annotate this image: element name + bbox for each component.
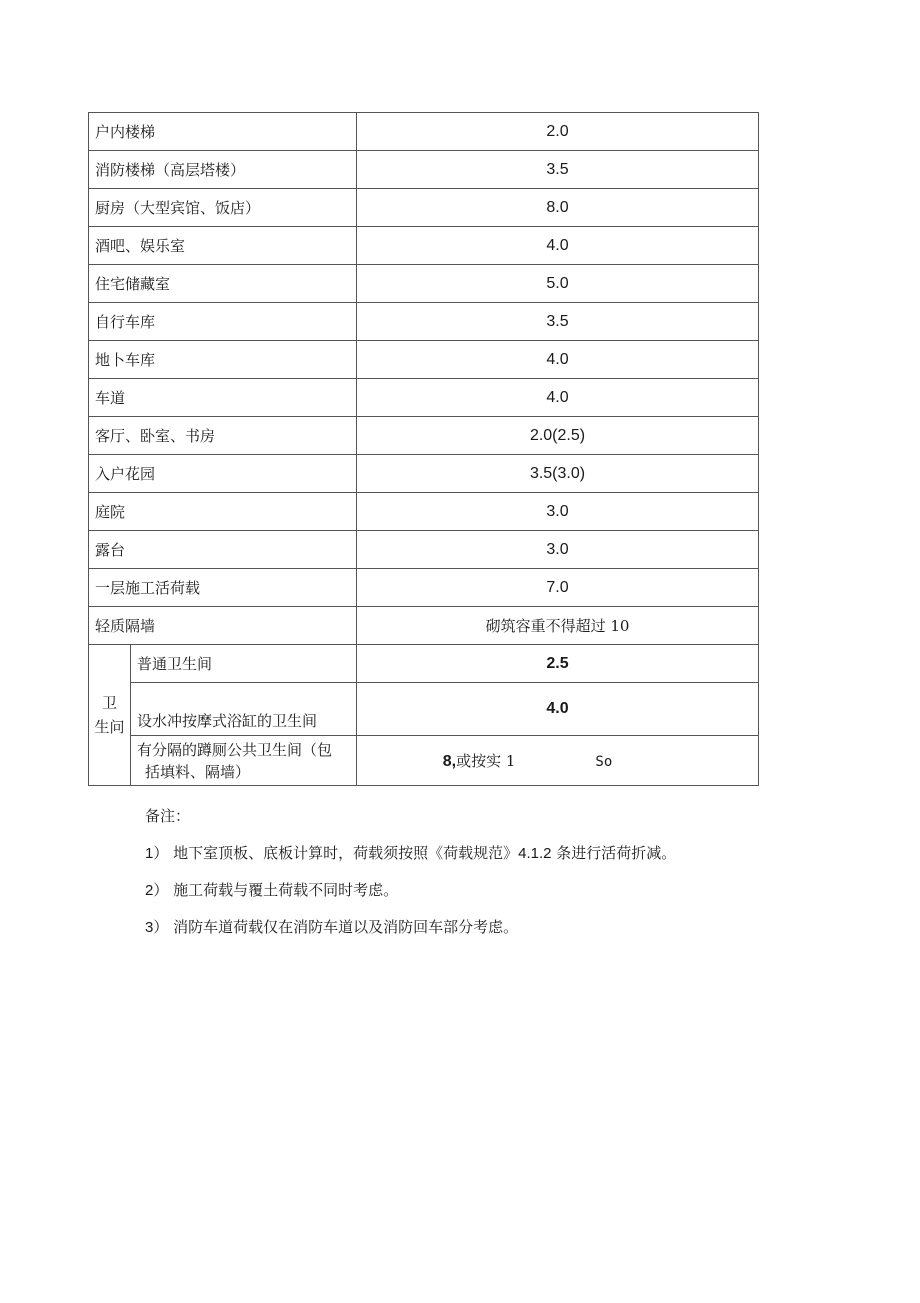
row-value: 5.0 [357,265,759,303]
table-row [89,227,759,265]
notes-title: 备注： [145,807,191,825]
row-name: 酒吧、娱乐室 [89,227,357,265]
value-rest-text: 或按实 1 [456,752,516,770]
bathroom-item-name [131,736,357,786]
row-value: 3.0 [357,531,759,569]
table-row [89,683,759,736]
bathroom-group-label [89,645,131,786]
row-value: 4.0 [357,227,759,265]
group-label-line2: 生问 [94,718,125,736]
row-value: 4.0 [357,341,759,379]
bathroom-item-name: 设水冲按摩式浴缸的卫生间 [131,683,357,736]
value-extra: So [595,754,613,770]
note-number: 3） [145,919,169,936]
bathroom-item-name: 普通卫生间 [131,645,357,683]
value-main: 8, [442,753,457,770]
row-value: 7.0 [357,569,759,607]
table-row [89,151,759,189]
group-label-line1: 卫 [101,694,117,712]
table-row [89,493,759,531]
table-row [89,189,759,227]
bathroom-item-value [357,736,759,786]
note-text: 地下室顶板、底板计算时，荷载须按照《荷载规范》 [173,844,519,862]
note-text-end: 条进行活荷折减。 [556,844,677,862]
row-value: 3.5 [357,303,759,341]
table-row [89,265,759,303]
row-value: 3.5(3.0) [357,455,759,493]
note-number: 1） [145,845,169,862]
load-table [88,112,759,786]
row-name: 客厅、卧室、书房 [89,417,357,455]
row-name: 地卜车库 [89,341,357,379]
note-clause-ref: 4.1.2 [518,845,552,862]
table-row [89,531,759,569]
table-row [89,569,759,607]
note-item [145,917,676,954]
note-item [145,843,676,880]
item-name-line1: 有分隔的蹲厕公共卫生间（包 [137,740,333,759]
note-number: 2） [145,882,169,899]
item-name-line2: 括填料、隔墙） [145,762,251,781]
table-row [89,736,759,786]
bathroom-item-value: 4.0 [357,683,759,736]
row-name: 车道 [89,379,357,417]
row-value: 2.0 [357,113,759,151]
row-value: 3.0 [357,493,759,531]
row-value: 4.0 [357,379,759,417]
note-text: 施工荷载与覆土荷载不同时考虑。 [173,881,399,899]
row-name: 厨房（大型宾馆、饭店） [89,189,357,227]
row-value: 砌筑容重不得超过 10 [357,607,759,645]
row-name: 庭院 [89,493,357,531]
row-name: 户内楼梯 [89,113,357,151]
table-row [89,645,759,683]
note-text: 消防车道荷载仅在消防车道以及消防回车部分考虑。 [173,918,519,936]
table-row [89,379,759,417]
table-row [89,607,759,645]
row-name: 自行车库 [89,303,357,341]
note-item [145,880,676,917]
row-name: 一层施工活荷载 [89,569,357,607]
notes-section [145,806,676,954]
bathroom-item-value: 2.5 [357,645,759,683]
row-value: 3.5 [357,151,759,189]
row-name: 露台 [89,531,357,569]
table-row [89,455,759,493]
table-row [89,303,759,341]
row-name: 消防楼梯（高层塔楼） [89,151,357,189]
row-name: 住宅储藏室 [89,265,357,303]
table-row [89,341,759,379]
row-value: 2.0(2.5) [357,417,759,455]
row-name: 入户花园 [89,455,357,493]
table-row [89,113,759,151]
row-name: 轻质隔墙 [89,607,357,645]
table-row [89,417,759,455]
row-value: 8.0 [357,189,759,227]
